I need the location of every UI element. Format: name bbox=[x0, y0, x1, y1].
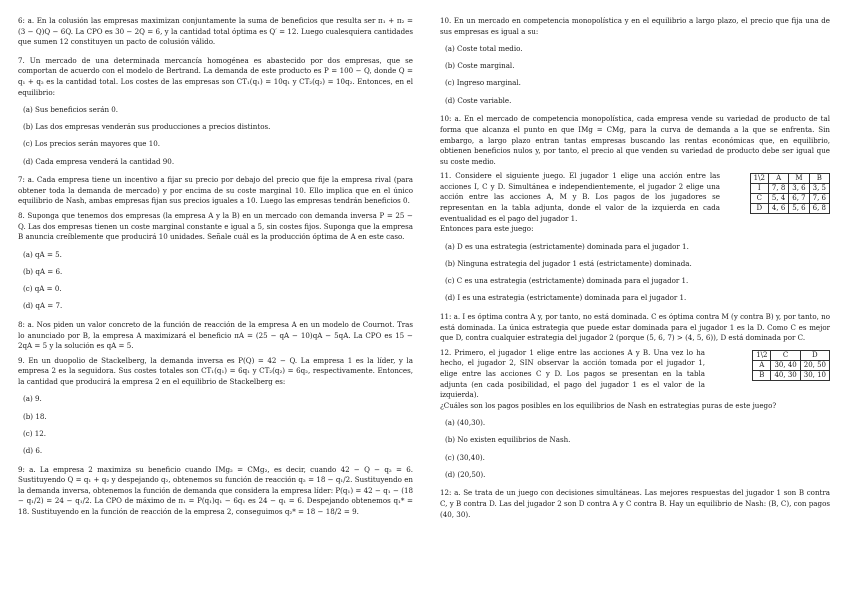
question-11-option-b: (b) Ninguna estrategia del jugador 1 está (estrictamente) dominada. bbox=[445, 258, 692, 268]
question-7-option-c: (c) Los precios serán mayores que 10. bbox=[23, 139, 161, 149]
table-row-header: D bbox=[750, 204, 768, 214]
table-cell: 7, 6 bbox=[809, 194, 829, 204]
left-column bbox=[18, 16, 413, 518]
table-cell: 7, 8 bbox=[768, 184, 788, 194]
question-7-option-a: (a) Sus beneficios serán 0. bbox=[23, 104, 119, 114]
question-11-option-d: (d) I es una estrategia (estrictamente) dominada para el jugador 1. bbox=[445, 293, 687, 303]
table-cell: 30, 10 bbox=[800, 370, 829, 380]
table-col-header: M bbox=[789, 174, 809, 184]
table-corner: 1\2 bbox=[753, 350, 771, 360]
question-9: 9. En un duopolio de Stackelberg, la demanda inversa es P(Q) = 42 − Q. La empresa 1 es la líder, y la empresa 2 es la seguidora. Sus costes totales son CT₁(q₁) = 6q₁ y CT₂(q₂) = 6q₂, respectivamente. Entonces, la cantidad que producirá la empresa 2 en el equilibrio de Stackelberg es: bbox=[18, 355, 413, 386]
answer-12: 12: a. Se trata de un juego con decisiones simultáneas. Las mejores respuestas del jugador 1 son B contra C, y B contra D. Las del jugador 2 son D contra A y C contra B. Hay un equilibrio de Nash: (B, C), con pagos (40, 30). bbox=[440, 488, 830, 519]
question-9-option-b: (b) 18. bbox=[23, 411, 47, 421]
question-7-option-d: (d) Cada empresa venderá la cantidad 90. bbox=[23, 156, 175, 166]
question-8-option-c: (c) qA = 0. bbox=[23, 284, 62, 294]
answer-7: 7: a. Cada empresa tiene un incentivo a fijar su precio por debajo del precio que fije la empresa rival (para obtener toda la demanda de mercado) y por encima de su coste marginal 10. Ello implica que en el único equilibrio de Nash, ambas empresas fijan sus precios iguales a 10. Luego las empresas tendrán beneficios 0. bbox=[18, 175, 413, 206]
table-cell: 6, 8 bbox=[809, 204, 829, 214]
table-row bbox=[750, 204, 829, 214]
table-row bbox=[750, 184, 829, 194]
question-8: 8. Suponga que tenemos dos empresas (la empresa A y la B) en un mercado con demanda inversa P = 25 − Q. Las dos empresas tienen un coste marginal constante e igual a 5, sin costes fijos. Suponga que la empresa B anuncia creíblemente que producirá 10 unidades. Señale cuál es la producción óptima de A en este caso. bbox=[18, 211, 413, 242]
table-cell: 5, 4 bbox=[768, 194, 788, 204]
table-row bbox=[753, 370, 830, 380]
table-col-header: B bbox=[809, 174, 829, 184]
question-12-option-b: (b) No existen equilibrios de Nash. bbox=[445, 435, 571, 445]
answer-8: 8: a. Nos piden un valor concreto de la función de reacción de la empresa A en un modelo de Cournot. Tras lo anunciado por B, la empresa A maximizará el beneficio πA = (25 − qA − 10)qA − 5qA. La CPO es 15 − 2qA = 5 y la solución es qA = 5. bbox=[18, 319, 413, 351]
question-9-option-c: (c) 12. bbox=[23, 428, 47, 438]
table-cell: 30, 40 bbox=[771, 360, 800, 370]
question-7-option-b: (b) Las dos empresas venderán sus producciones a precios distintos. bbox=[23, 122, 271, 132]
question-10-option-a: (a) Coste total medio. bbox=[445, 43, 523, 53]
question-10-option-b: (b) Coste marginal. bbox=[445, 61, 515, 71]
question-11-option-a: (a) D es una estrategia (estrictamente) dominada para el jugador 1. bbox=[445, 241, 689, 251]
question-9-option-a: (a) 9. bbox=[23, 394, 42, 404]
question-12-option-a: (a) (40,30). bbox=[445, 418, 486, 427]
table-row bbox=[753, 360, 830, 370]
right-column bbox=[440, 16, 830, 520]
question-8-option-a: (a) qA = 5. bbox=[23, 249, 62, 259]
table-cell: 4, 6 bbox=[768, 204, 788, 214]
question-10-option-c: (c) Ingreso marginal. bbox=[445, 78, 521, 88]
question-12-option-d: (d) (20,50). bbox=[445, 469, 486, 479]
table-row-header: B bbox=[753, 370, 771, 380]
table-col-header: D bbox=[800, 350, 829, 360]
table-cell: 5, 6 bbox=[789, 204, 809, 214]
question-12-option-c: (c) (30,40). bbox=[445, 452, 485, 462]
question-8-option-d: (d) qA = 7. bbox=[23, 301, 63, 311]
question-10-option-d: (d) Coste variable. bbox=[445, 95, 512, 105]
table-corner: 1\2 bbox=[750, 174, 768, 184]
table-cell: 40, 30 bbox=[771, 370, 800, 380]
question-11-option-c: (c) C es una estrategia (estrictamente) dominada para el jugador 1. bbox=[445, 276, 689, 286]
question-8-option-b: (b) qA = 6. bbox=[23, 266, 63, 276]
payoff-table-11 bbox=[750, 173, 830, 214]
question-12-block bbox=[440, 348, 830, 401]
answer-11: 11: a. I es óptima contra A y, por tanto, no está dominada. C es óptima contra M (y contra B) y, por tanto, no está dominada. La única estrategia que puede estar dominada para el jugador 1 es la D. Como C es mejor que D, contra cualquier estrategia del jugador 2 (porque (5, 6, 7) > (4, 5, 6)), D está dominada por C. bbox=[440, 311, 831, 343]
table-row-header: A bbox=[753, 360, 771, 370]
question-10: 10. En un mercado en competencia monopolística y en el equilibrio a largo plazo, el precio que fija una de sus empresas es igual a su: bbox=[440, 16, 830, 36]
table-cell: 3, 6 bbox=[789, 184, 809, 194]
question-11: 11. Considere el siguiente juego. El jugador 1 elige una acción entre las acciones I, C y D. Simultánea e independientemente, el jugador 2 elige una acción entre las acciones A, M y B. Los pagos de los jugadores se representan en la tabla adjunta, donde el valor de la izquierda en cada eventualidad es el pago del jugador 1. bbox=[440, 171, 720, 223]
answer-9: 9: a. La empresa 2 maximiza su beneficio cuando IMg₂ = CMg₂, es decir, cuando 42 − Q − q₂ = 6. Sustituyendo Q = q₁ + q₂ y despejando q₂, obtenemos su función de reacción q₂ = 18 − q₁/2. Sustituyendo en la demanda inversa, obtenemos la función de demanda que considera la empresa líder: P(q₁) = 42 − q₁ − (18 − q₁/2) = 24 − q₁/2. La CPO de máximo de π₁ = P(q₁)q₁ − 6q₁ es 24 − q₁ = 6. Despejando obtenemos q₁* = 18. Sustituyendo en la función de reacción de la empresa 2, conseguimos q₂* = 18 − 18/2 = 9. bbox=[18, 464, 413, 517]
table-cell: 6, 7 bbox=[789, 194, 809, 204]
table-row-header: I bbox=[750, 184, 768, 194]
answer-10: 10: a. En el mercado de competencia monopolística, cada empresa vende su variedad de producto de tal forma que alcanza el punto en que IMg = CMg, para la curva de demanda a la que se enfrenta. Sin embargo, a largo plazo entran tantas empresas buscando las rentas económicas que, en equilibrio, obtienen beneficios nulos y, por tanto, el precio al que venden su variedad de producto debe ser igual que su coste medio. bbox=[440, 114, 830, 166]
table-row bbox=[750, 194, 829, 204]
table-cell: 20, 50 bbox=[800, 360, 829, 370]
question-7: 7. Un mercado de una determinada mercancía homogénea es abastecido por dos empresas, que se comportan de acuerdo con el modelo de Bertrand. La demanda de este producto es P = 100 − Q, donde Q = q₁ + q₂ es la cantidad total. Los costes de las empresas son CT₁(q₁) = 10q₁ y CT₂(q₂) = 10q₂. Entonces, en el equilibrio: bbox=[18, 55, 413, 97]
question-11-prompt: Entonces para este juego: bbox=[440, 224, 534, 234]
question-9-option-d: (d) 6. bbox=[23, 446, 43, 456]
table-row-header: C bbox=[750, 194, 768, 204]
table-col-header: A bbox=[768, 174, 788, 184]
table-col-header: C bbox=[771, 350, 800, 360]
payoff-table-12 bbox=[752, 350, 830, 381]
table-cell: 3, 5 bbox=[809, 184, 829, 194]
question-12: 12. Primero, el jugador 1 elige entre las acciones A y B. Una vez lo ha hecho, el jugador 2, SIN observar la acción tomada por el jugador 1, elige entre las acciones C y D. Los pagos se presentan en la tabla adjunta (en cada posibilidad, el pago del jugador 1 es el valor de la izquierda). bbox=[440, 347, 705, 400]
question-11-block bbox=[440, 171, 830, 224]
answer-6: 6: a. En la colusión las empresas maximizan conjuntamente la suma de beneficios que resulta ser π₁ + π₂ = (3 − Q)Q − 6Q. La CPO es 30 − 2Q = 6, y la cantidad total óptima es Q′ = 12. Luego cualesquiera cantidades que sumen 12 constituyen un pacto de colusión válido. bbox=[18, 16, 413, 47]
question-12-prompt: ¿Cuáles son los pagos posibles en los equilibrios de Nash en estrategias puras de este juego? bbox=[440, 400, 777, 410]
